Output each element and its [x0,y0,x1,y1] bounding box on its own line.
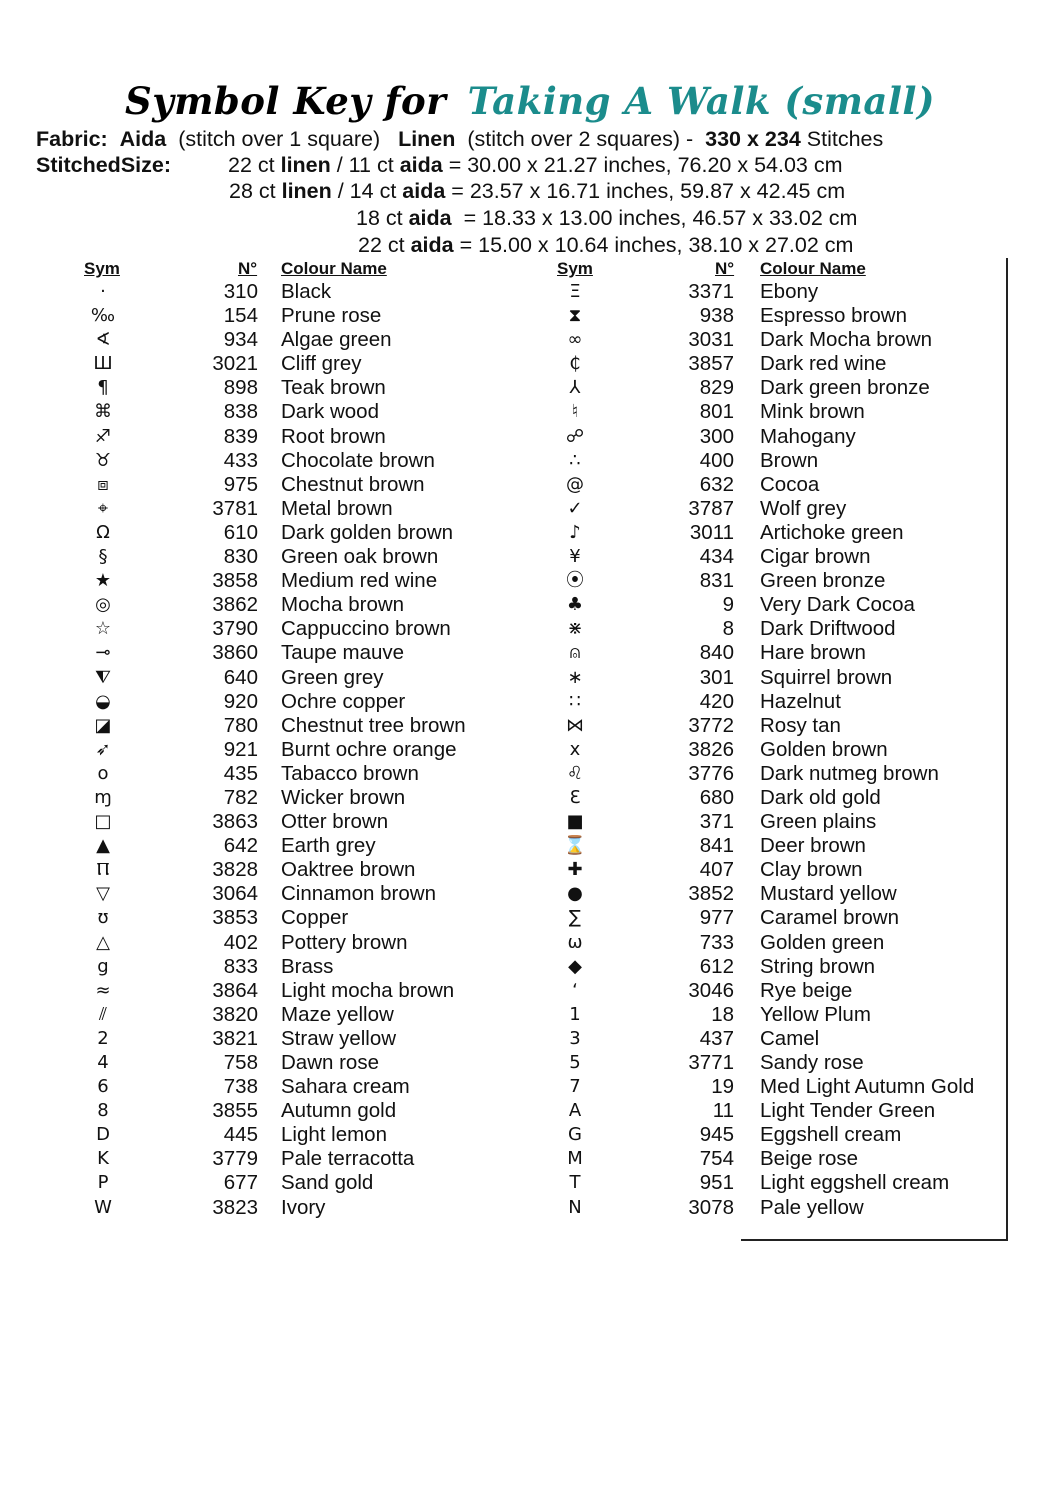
symbol-glyph: ₵ [569,353,581,375]
symbol-glyph: ∗ [567,666,583,688]
colour-name: Med Light Autumn Gold [760,1075,975,1099]
colour-name: Hazelnut [760,689,841,713]
size-line-3 [356,205,857,231]
thread-number: 11 [712,1099,734,1123]
fabric-line [36,126,883,152]
colour-name: Copper [281,906,349,930]
symbol-glyph: M [567,1148,583,1170]
thread-number: 3064 [212,882,258,906]
size-text: 18 ct [356,206,409,230]
colour-name: Dark green bronze [760,376,930,400]
size-line-4 [358,232,853,258]
colour-name: Mocha brown [281,593,405,617]
symbol-glyph: ☍ [565,425,585,447]
title-prefix: Symbol Key for [125,79,447,123]
symbol-glyph: ≈ [95,979,111,1001]
colour-name: Cigar brown [760,545,871,569]
thread-number: 437 [699,1026,734,1050]
thread-number: 9 [722,593,734,617]
thread-number: 402 [223,930,258,954]
colour-name: Chocolate brown [281,448,435,472]
colour-name: Teak brown [281,376,386,400]
colour-name: Root brown [281,424,386,448]
fabric-aida-note: (stitch over 1 square) [178,127,381,151]
size-fabric: aida [408,206,452,230]
symbol-glyph: ◆ [568,955,582,977]
symbol-glyph: 2 [97,1027,109,1049]
symbol-glyph: T [569,1172,581,1194]
stitched-size-label: StitchedSize: [36,153,171,177]
symbol-glyph: 1 [569,1003,581,1025]
colour-name: Pale yellow [760,1195,864,1219]
colour-name: Dark golden brown [281,520,454,544]
symbol-glyph: ⫽ [98,1003,108,1025]
thread-number: 3820 [212,1002,258,1026]
colour-name: Cinnamon brown [281,882,436,906]
colour-name: Medium red wine [281,569,438,593]
size-text: 22 ct [228,153,281,177]
symbol-glyph: ✚ [567,859,583,881]
colour-name: Wolf grey [760,496,847,520]
colour-name: Chestnut tree brown [281,713,466,737]
colour-name: Chestnut brown [281,472,425,496]
symbol-glyph: ◪ [94,714,112,736]
colour-name: Light eggshell cream [760,1171,950,1195]
symbol-glyph: ∢ [95,329,111,351]
colour-name: Clay brown [760,858,863,882]
thread-number: 3011 [689,520,734,544]
thread-number: 680 [699,785,734,809]
colour-name: Earth grey [281,834,376,858]
thread-number: 612 [699,954,734,978]
symbol-glyph: ‰ [90,305,116,327]
thread-number: 610 [223,520,258,544]
thread-number: 829 [699,376,734,400]
thread-number: 3371 [688,280,734,303]
thread-number: 445 [223,1123,258,1147]
colour-name: Rosy tan [760,713,841,737]
symbol-glyph: ■ [566,811,584,833]
thread-number: 310 [223,280,258,303]
thread-number: 3857 [688,352,734,376]
symbol-glyph: ◎ [95,594,111,616]
thread-number: 3046 [688,978,734,1002]
symbol-glyph: P [97,1172,109,1194]
symbol-glyph: ∴ [569,449,581,471]
thread-number: 19 [711,1075,734,1099]
thread-number: 831 [699,569,734,593]
colour-name: Very Dark Cocoa [760,593,915,617]
symbol-glyph: ⋇ [567,618,583,640]
colour-name: Ivory [281,1195,326,1219]
symbol-glyph: ⦿ [566,570,584,592]
symbol-glyph: Ɛ [569,786,581,808]
colour-name: Black [281,280,332,303]
thread-number: 938 [699,304,734,328]
thread-number: 738 [223,1075,258,1099]
colour-name: Light Tender Green [760,1099,936,1123]
colour-name: Yellow Plum [760,1002,871,1026]
colour-name: Brown [760,448,819,472]
thread-number: 945 [699,1123,734,1147]
thread-number: 3855 [212,1099,258,1123]
size-fabric: aida [399,153,443,177]
symbol-glyph: ∑ [568,907,582,929]
fabric-linen: Linen [398,127,456,151]
stitched-size-label-line [36,152,171,178]
colour-name: Green bronze [760,569,886,593]
thread-number: 3790 [212,617,258,641]
fabric-linen-note: (stitch over 2 squares) - [467,127,694,151]
colour-name: Light lemon [281,1123,387,1147]
thread-number: 640 [223,665,258,689]
symbol-glyph: o [97,762,109,784]
symbol-glyph: ▲ [96,835,110,857]
thread-number: 632 [699,472,734,496]
symbol-glyph: ♐ [94,425,112,447]
symbol-glyph: ∷ [569,690,581,712]
symbol-glyph: ⅄ [569,377,581,399]
thread-number: 371 [699,810,734,834]
symbol-glyph: ● [567,883,583,905]
colour-name: Burnt ochre orange [281,737,457,761]
symbol-glyph: · [100,281,106,302]
size-text: 22 ct [358,233,411,257]
symbol-glyph: ♣ [566,594,584,616]
thread-number: 3031 [688,328,734,352]
colour-name: Mahogany [760,424,856,448]
thread-number: 758 [223,1051,258,1074]
thread-number: 920 [223,689,258,713]
symbol-glyph: ⌖ [97,497,109,519]
symbol-glyph: A [568,1100,582,1122]
thread-number: 3021 [212,352,258,376]
symbol-glyph: ▽ [96,883,110,905]
header-num-left: N° [238,259,258,278]
symbol-glyph: W [94,1196,112,1218]
symbol-glyph: D [96,1124,110,1146]
size-text: = 30.00 x 21.27 inches, 76.20 x 54.03 cm [442,153,843,177]
colour-name: Dawn rose [281,1051,379,1074]
symbol-glyph: ∞ [567,329,583,351]
colour-name: Green plains [760,810,877,834]
symbol-glyph: ◒ [95,690,111,712]
symbol-glyph: @ [566,473,584,495]
thread-number: 3772 [688,713,734,737]
thread-number: 977 [699,906,734,930]
symbol-glyph: N [568,1196,582,1218]
symbol-glyph: Ξ [569,281,581,302]
size-text: = 23.57 x 16.71 inches, 59.87 x 42.45 cm [445,179,846,203]
colour-name: Algae green [281,328,392,352]
thread-number: 3858 [212,569,258,593]
symbol-glyph: ¶ [97,377,109,399]
colour-name: Dark Mocha brown [760,328,933,352]
symbol-glyph: ⊸ [95,642,111,664]
size-fabric: linen [280,153,331,177]
colour-name: Golden brown [760,737,888,761]
thread-number: 3781 [212,496,258,520]
thread-number: 642 [223,834,258,858]
colour-name: Green oak brown [281,545,439,569]
stitch-count-label: Stitches [806,127,884,151]
header-name-right: Colour Name [760,259,866,278]
symbol-glyph: ☆ [94,618,112,640]
thread-number: 420 [699,689,734,713]
thread-number: 3826 [688,737,734,761]
size-fabric: linen [281,179,332,203]
thread-number: 838 [223,400,258,424]
header-sym-left: Sym [84,259,120,278]
symbol-glyph: ♮ [571,401,579,423]
colour-name: Dark nutmeg brown [760,761,939,785]
symbol-glyph: 4 [97,1052,109,1073]
symbol-glyph: g [97,955,109,977]
colour-name: Otter brown [281,810,389,834]
table-bottom-border [741,1239,1007,1241]
symbol-glyph: ¥ [569,546,581,568]
thread-number: 921 [223,737,258,761]
symbol-glyph: ʻ [572,979,578,1001]
symbol-glyph: ʊ [97,907,109,929]
thread-number: 8 [722,617,734,641]
symbol-glyph: ⋈ [566,714,584,736]
symbol-glyph: ✓ [567,497,583,519]
thread-number: 434 [699,545,734,569]
symbol-glyph: ω [567,931,583,953]
thread-number: 3863 [212,810,258,834]
colour-name: Hare brown [760,641,866,665]
thread-number: 733 [699,930,734,954]
symbol-glyph: § [98,546,108,568]
colour-name: Artichoke green [760,520,904,544]
symbol-glyph: ➶ [95,738,111,760]
fabric-aida: Aida [119,127,167,151]
symbol-glyph: ★ [94,570,112,592]
symbol-glyph: ɱ [94,786,112,808]
colour-name: Straw yellow [281,1026,397,1050]
size-fabric: aida [402,179,446,203]
colour-name: Cliff grey [281,352,362,376]
size-text: = 15.00 x 10.64 inches, 38.10 x 27.02 cm [453,233,854,257]
symbol-glyph: ⍝ [569,642,581,664]
size-text: = 18.33 x 13.00 inches, 46.57 x 33.02 cm [451,206,858,230]
thread-number: 3779 [212,1147,258,1171]
symbol-glyph: Ω [96,521,110,543]
colour-name: Eggshell cream [760,1123,902,1147]
colour-name: Sandy rose [760,1051,864,1074]
thread-number: 951 [699,1171,734,1195]
thread-number: 3862 [212,593,258,617]
colour-name: Oaktree brown [281,858,416,882]
stitch-count: 330 x 234 [705,127,801,151]
symbol-glyph: □ [94,811,112,833]
colour-name: Taupe mauve [281,641,405,665]
thread-number: 833 [223,954,258,978]
thread-number: 3828 [212,858,258,882]
thread-number: 782 [223,785,258,809]
colour-name: Espresso brown [760,304,907,328]
colour-name: Maze yellow [281,1002,394,1026]
thread-number: 400 [699,448,734,472]
page-title [0,78,1060,124]
size-text: / 11 ct [330,153,400,177]
thread-number: 3823 [212,1195,258,1219]
thread-number: 840 [699,641,734,665]
thread-number: 3078 [688,1195,734,1219]
symbol-glyph: ♉ [94,449,112,471]
header-name-left: Colour Name [281,259,387,278]
colour-name: Metal brown [281,496,393,520]
colour-name: Squirrel brown [760,665,893,689]
colour-name: Ochre copper [281,689,406,713]
fabric-label: Fabric: [36,127,108,151]
colour-name: Deer brown [760,834,866,858]
symbol-glyph: Ⲡ [96,859,110,881]
thread-number: 3852 [688,882,734,906]
colour-name: Dark wood [281,400,379,424]
header-num-right: N° [715,259,735,278]
thread-number: 898 [223,376,258,400]
thread-number: 3776 [688,761,734,785]
thread-number: 3860 [212,641,258,665]
colour-name: Rye beige [760,978,853,1002]
colour-name: Brass [281,954,334,978]
thread-number: 3787 [688,496,734,520]
header-sym-right: Sym [557,259,593,278]
thread-number: 3771 [688,1051,734,1074]
colour-name: Dark old gold [760,785,881,809]
size-text: / 14 ct [331,179,403,203]
colour-name: Mink brown [760,400,865,424]
thread-number: 841 [699,834,734,858]
symbol-glyph: Ш [93,353,113,375]
thread-number: 801 [699,400,734,424]
colour-name: Wicker brown [281,785,406,809]
symbol-glyph: G [568,1124,582,1146]
colour-name: Cappuccino brown [281,617,451,641]
symbol-glyph: x [569,738,581,760]
size-line-2 [229,178,845,204]
symbol-glyph: ⧈ [97,473,109,495]
size-line-1 [228,152,843,178]
thread-number: 407 [699,858,734,882]
colour-name: Dark Driftwood [760,617,896,641]
thread-number: 780 [223,713,258,737]
symbol-glyph: ⌘ [94,401,112,423]
colour-name: Golden green [760,930,885,954]
colour-name: Dark red wine [760,352,887,376]
symbol-glyph: K [97,1148,109,1170]
colour-name: Green grey [281,665,384,689]
symbol-glyph: ⌛ [563,835,587,857]
symbol-glyph: ♪ [569,521,581,543]
symbol-glyph: 6 [97,1076,109,1098]
colour-name: Pale terracotta [281,1147,415,1171]
symbol-glyph: ⧨ [94,666,112,688]
thread-number: 830 [223,545,258,569]
thread-number: 3821 [212,1026,258,1050]
colour-name: Pottery brown [281,930,408,954]
thread-number: 934 [223,328,258,352]
colour-name: Cocoa [760,472,820,496]
colour-name: Mustard yellow [760,882,897,906]
colour-name: Tabacco brown [281,761,419,785]
pattern-name: Taking A Walk (small) [467,79,935,123]
thread-number: 3853 [212,906,258,930]
table-right-border [1006,258,1008,1241]
size-text: 28 ct [229,179,282,203]
colour-name: Autumn gold [281,1099,397,1123]
thread-number: 3864 [212,978,258,1002]
thread-number: 839 [223,424,258,448]
symbol-glyph: 8 [97,1100,109,1122]
thread-number: 435 [223,761,258,785]
colour-name: Sahara cream [281,1075,410,1099]
symbol-glyph: 7 [569,1076,581,1098]
thread-number: 300 [699,424,734,448]
thread-number: 301 [699,665,734,689]
colour-name: String brown [760,954,876,978]
thread-number: 975 [223,472,258,496]
symbol-glyph: ♌ [566,762,584,784]
colour-name: Ebony [760,280,819,303]
colour-name: Sand gold [281,1171,374,1195]
colour-name: Light mocha brown [281,978,455,1002]
thread-number: 677 [223,1171,258,1195]
thread-number: 433 [223,448,258,472]
symbol-glyph: 3 [569,1027,581,1049]
colour-name: Beige rose [760,1147,859,1171]
thread-number: 154 [223,304,258,328]
colour-name: Caramel brown [760,906,899,930]
symbol-glyph: 5 [569,1052,581,1073]
symbol-glyph: △ [96,931,110,953]
colour-name: Camel [760,1026,820,1050]
thread-number: 18 [711,1002,734,1026]
colour-name: Prune rose [281,304,382,328]
symbol-glyph: ⧗ [568,305,582,327]
size-fabric: aida [410,233,454,257]
thread-number: 754 [699,1147,734,1171]
